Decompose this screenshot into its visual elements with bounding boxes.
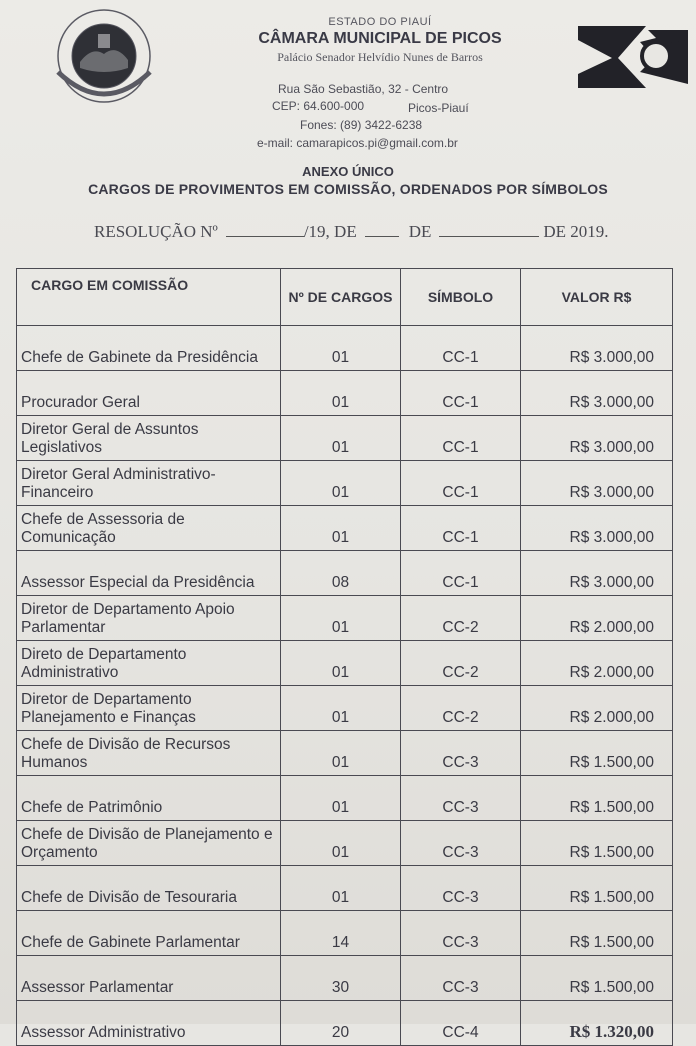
cell-cargo: Chefe de Patrimônio bbox=[17, 776, 281, 821]
table-row bbox=[17, 641, 673, 686]
address-email: e-mail: camarapicos.pi@gmail.com.br bbox=[257, 136, 458, 150]
resolution-month-blank bbox=[439, 222, 539, 237]
cell-simbolo: CC-3 bbox=[401, 731, 521, 776]
cell-valor: R$ 3.000,00 bbox=[521, 371, 673, 416]
cell-cargo: Procurador Geral bbox=[17, 371, 281, 416]
cell-num: 01 bbox=[281, 326, 401, 371]
table-row bbox=[17, 1001, 673, 1046]
table-row bbox=[17, 731, 673, 776]
resolution-year: /19, DE bbox=[303, 222, 357, 241]
cell-cargo: Assessor Administrativo bbox=[17, 1001, 281, 1046]
cell-cargo: Direto de Departamento Administrativo bbox=[17, 641, 281, 686]
positions-table bbox=[16, 268, 673, 1046]
cell-cargo: Chefe de Gabinete Parlamentar bbox=[17, 911, 281, 956]
cell-valor: R$ 3.000,00 bbox=[521, 551, 673, 596]
cell-cargo: Diretor Geral de Assuntos Legislativos bbox=[17, 416, 281, 461]
cell-valor: R$ 1.500,00 bbox=[521, 776, 673, 821]
cell-num: 01 bbox=[281, 776, 401, 821]
letterhead bbox=[150, 16, 610, 65]
chamber-name: CÂMARA MUNICIPAL DE PICOS bbox=[258, 30, 502, 47]
cell-simbolo: CC-1 bbox=[401, 371, 521, 416]
resolution-suffix: DE 2019. bbox=[543, 222, 609, 241]
table-row bbox=[17, 866, 673, 911]
cell-simbolo: CC-4 bbox=[401, 1001, 521, 1046]
cell-num: 01 bbox=[281, 461, 401, 506]
resolution-day-blank bbox=[365, 222, 399, 237]
cell-cargo: Diretor Geral Administrativo-Financeiro bbox=[17, 461, 281, 506]
resolution-line bbox=[94, 222, 664, 242]
cell-simbolo: CC-1 bbox=[401, 551, 521, 596]
table-row bbox=[17, 956, 673, 1001]
cell-cargo: Diretor de Departamento Planejamento e Finanças bbox=[17, 686, 281, 731]
cell-simbolo: CC-3 bbox=[401, 821, 521, 866]
annex-subtitle: CARGOS DE PROVIMENTOS EM COMISSÃO, ORDENADOS POR SÍMBOLOS bbox=[88, 181, 608, 197]
cell-valor: R$ 1.320,00 bbox=[521, 1001, 673, 1046]
table-row bbox=[17, 551, 673, 596]
table-header-row bbox=[17, 269, 673, 326]
cell-valor: R$ 3.000,00 bbox=[521, 326, 673, 371]
cell-simbolo: CC-3 bbox=[401, 911, 521, 956]
cell-num: 08 bbox=[281, 551, 401, 596]
address-cep: CEP: 64.600-000 bbox=[272, 99, 365, 113]
cell-simbolo: CC-3 bbox=[401, 776, 521, 821]
cell-valor: R$ 3.000,00 bbox=[521, 416, 673, 461]
annex-title: ANEXO ÚNICO bbox=[302, 164, 394, 179]
table-row bbox=[17, 506, 673, 551]
cell-cargo: Chefe de Divisão de Planejamento e Orçamento bbox=[17, 821, 281, 866]
cell-valor: R$ 1.500,00 bbox=[521, 821, 673, 866]
cell-cargo: Diretor de Departamento Apoio Parlamentar bbox=[17, 596, 281, 641]
cell-simbolo: CC-3 bbox=[401, 956, 521, 1001]
cell-valor: R$ 3.000,00 bbox=[521, 461, 673, 506]
cell-cargo: Assessor Especial da Presidência bbox=[17, 551, 281, 596]
cell-valor: R$ 3.000,00 bbox=[521, 506, 673, 551]
chamber-seal-logo bbox=[48, 6, 160, 106]
table-row bbox=[17, 371, 673, 416]
cell-cargo: Chefe de Gabinete da Presidência bbox=[17, 326, 281, 371]
table-row bbox=[17, 416, 673, 461]
address-city: Picos-Piauí bbox=[408, 101, 469, 115]
state-name: ESTADO DO PIAUÍ bbox=[328, 16, 432, 28]
table-row bbox=[17, 326, 673, 371]
header-num-cargos: Nº DE CARGOS bbox=[281, 269, 401, 326]
table-row bbox=[17, 596, 673, 641]
cell-cargo: Assessor Parlamentar bbox=[17, 956, 281, 1001]
cell-num: 01 bbox=[281, 371, 401, 416]
address-street: Rua São Sebastião, 32 - Centro bbox=[278, 82, 449, 96]
cell-simbolo: CC-1 bbox=[401, 416, 521, 461]
cell-valor: R$ 2.000,00 bbox=[521, 686, 673, 731]
cell-simbolo: CC-3 bbox=[401, 866, 521, 911]
table-row bbox=[17, 911, 673, 956]
cell-num: 30 bbox=[281, 956, 401, 1001]
cell-simbolo: CC-1 bbox=[401, 506, 521, 551]
cell-simbolo: CC-2 bbox=[401, 596, 521, 641]
cell-simbolo: CC-1 bbox=[401, 461, 521, 506]
cell-num: 01 bbox=[281, 731, 401, 776]
cell-num: 01 bbox=[281, 416, 401, 461]
header-simbolo: SÍMBOLO bbox=[401, 269, 521, 326]
cell-num: 20 bbox=[281, 1001, 401, 1046]
cell-num: 01 bbox=[281, 506, 401, 551]
cell-num: 01 bbox=[281, 596, 401, 641]
resolution-de: DE bbox=[408, 222, 432, 241]
cell-valor: R$ 1.500,00 bbox=[521, 956, 673, 1001]
cell-simbolo: CC-1 bbox=[401, 326, 521, 371]
cell-num: 01 bbox=[281, 821, 401, 866]
header-valor: VALOR R$ bbox=[521, 269, 673, 326]
cell-valor: R$ 2.000,00 bbox=[521, 641, 673, 686]
cell-cargo: Chefe de Assessoria de Comunicação bbox=[17, 506, 281, 551]
palace-name: Palácio Senador Helvídio Nunes de Barros bbox=[277, 50, 483, 64]
cell-cargo: Chefe de Divisão de Recursos Humanos bbox=[17, 731, 281, 776]
table-row bbox=[17, 821, 673, 866]
cell-simbolo: CC-2 bbox=[401, 641, 521, 686]
resolution-number-blank bbox=[226, 222, 304, 237]
cell-num: 01 bbox=[281, 866, 401, 911]
cell-valor: R$ 2.000,00 bbox=[521, 596, 673, 641]
table-row bbox=[17, 776, 673, 821]
cell-valor: R$ 1.500,00 bbox=[521, 866, 673, 911]
cell-num: 01 bbox=[281, 686, 401, 731]
cell-simbolo: CC-2 bbox=[401, 686, 521, 731]
cell-valor: R$ 1.500,00 bbox=[521, 731, 673, 776]
table-row bbox=[17, 686, 673, 731]
address-phone: Fones: (89) 3422-6238 bbox=[300, 118, 423, 132]
cell-cargo: Chefe de Divisão de Tesouraria bbox=[17, 866, 281, 911]
resolution-prefix: RESOLUÇÃO Nº bbox=[94, 222, 218, 241]
header-cargo: CARGO EM COMISSÃO bbox=[17, 269, 281, 326]
cell-valor: R$ 1.500,00 bbox=[521, 911, 673, 956]
cell-num: 01 bbox=[281, 641, 401, 686]
cell-num: 14 bbox=[281, 911, 401, 956]
annex-heading bbox=[0, 164, 696, 197]
table-row bbox=[17, 461, 673, 506]
